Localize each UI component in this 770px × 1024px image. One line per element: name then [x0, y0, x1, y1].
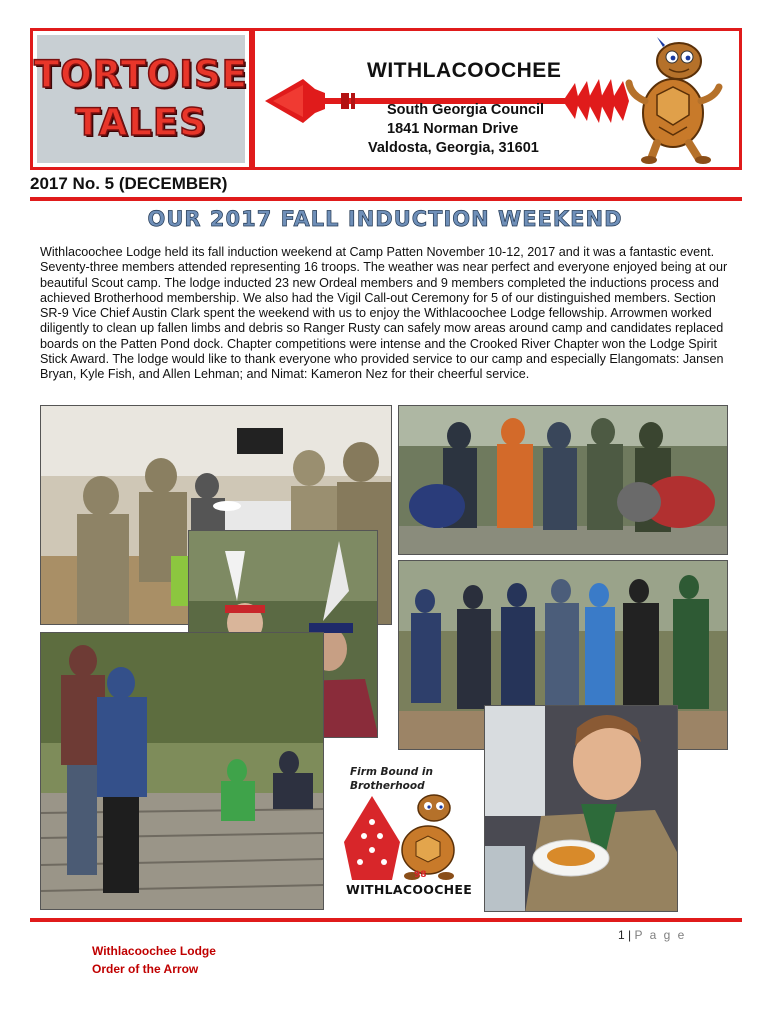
newsletter-title-box — [30, 28, 252, 170]
brotherhood-logo — [328, 752, 488, 912]
logo-caption-line2: Brotherhood — [350, 780, 425, 792]
lodge-name: WITHLACOOCHEE — [367, 59, 562, 82]
council-address: 1841 Norman Drive — [387, 121, 519, 137]
footer-org-line2: Order of the Arrow — [92, 962, 199, 976]
page-number-value: 1 — [618, 928, 625, 942]
logo-caption-line1: Firm Bound in — [350, 766, 433, 778]
footer-org-line1: Withlacoochee Lodge — [92, 944, 216, 958]
arrowhead-tortoise-icon — [342, 792, 478, 882]
dock-repair-photo — [40, 632, 324, 910]
newsletter-title-line2: TALES — [75, 101, 207, 144]
newsletter-title-line1: TORTOISE — [34, 53, 248, 96]
lodge-header-box — [252, 28, 742, 170]
logo-lodge-name: WITHLACOOCHEE — [346, 882, 473, 897]
page-number — [618, 928, 686, 942]
article-headline: OUR 2017 FALL INDUCTION WEEKEND — [147, 207, 623, 231]
newsletter-title-panel — [34, 35, 248, 163]
article-body: Withlacoochee Lodge held its fall induction weekend at Camp Patten November 10-12, 2017 and it was a fantastic event. Seventy-three members attended representing 16 troops. The weather was near perfect and everyone enjoyed being at our beautiful Scout camp. The lodge inducted 23 new Ordeal members and 9 members completed the inductions process and achieved Brotherhood membership. We also had the Vigil Call-out Ceremony for 5 of our distinguished members. Section SR-9 Vice Chief Austin Clark spent the weekend with us to enjoy the Withlacoochee Lodge fellowship. Arrowmen worked diligently to clean up fallen limbs and debris so Ranger Rusty can safely mow areas around camp and candidates replaced boards on the Patten Pond dock. Chapter competitions were intense and the Crooked River Chapter won the Lodge Spirit Stick Award. The lodge would like to thank everyone who provided service to our camp and especially Elangomats: Jansen Bryan, Kyle Fish, and Allen Lehman; and Nimat: Kameron Nez for their cheerful service. — [40, 245, 728, 382]
page-label: P a g e — [634, 928, 687, 942]
group-sleeping-bags-photo — [398, 405, 728, 555]
footer-divider — [30, 918, 742, 922]
tortoise-mascot-icon — [617, 35, 735, 165]
patch-number: 98 — [414, 870, 427, 880]
council-name: South Georgia Council — [387, 102, 545, 118]
issue-label: 2017 No. 5 (DECEMBER) — [30, 174, 228, 193]
scout-eating-photo — [484, 705, 678, 912]
page-number-separator: | — [628, 928, 632, 942]
council-city: Valdosta, Georgia, 31601 — [368, 140, 539, 156]
header-divider — [30, 197, 742, 201]
